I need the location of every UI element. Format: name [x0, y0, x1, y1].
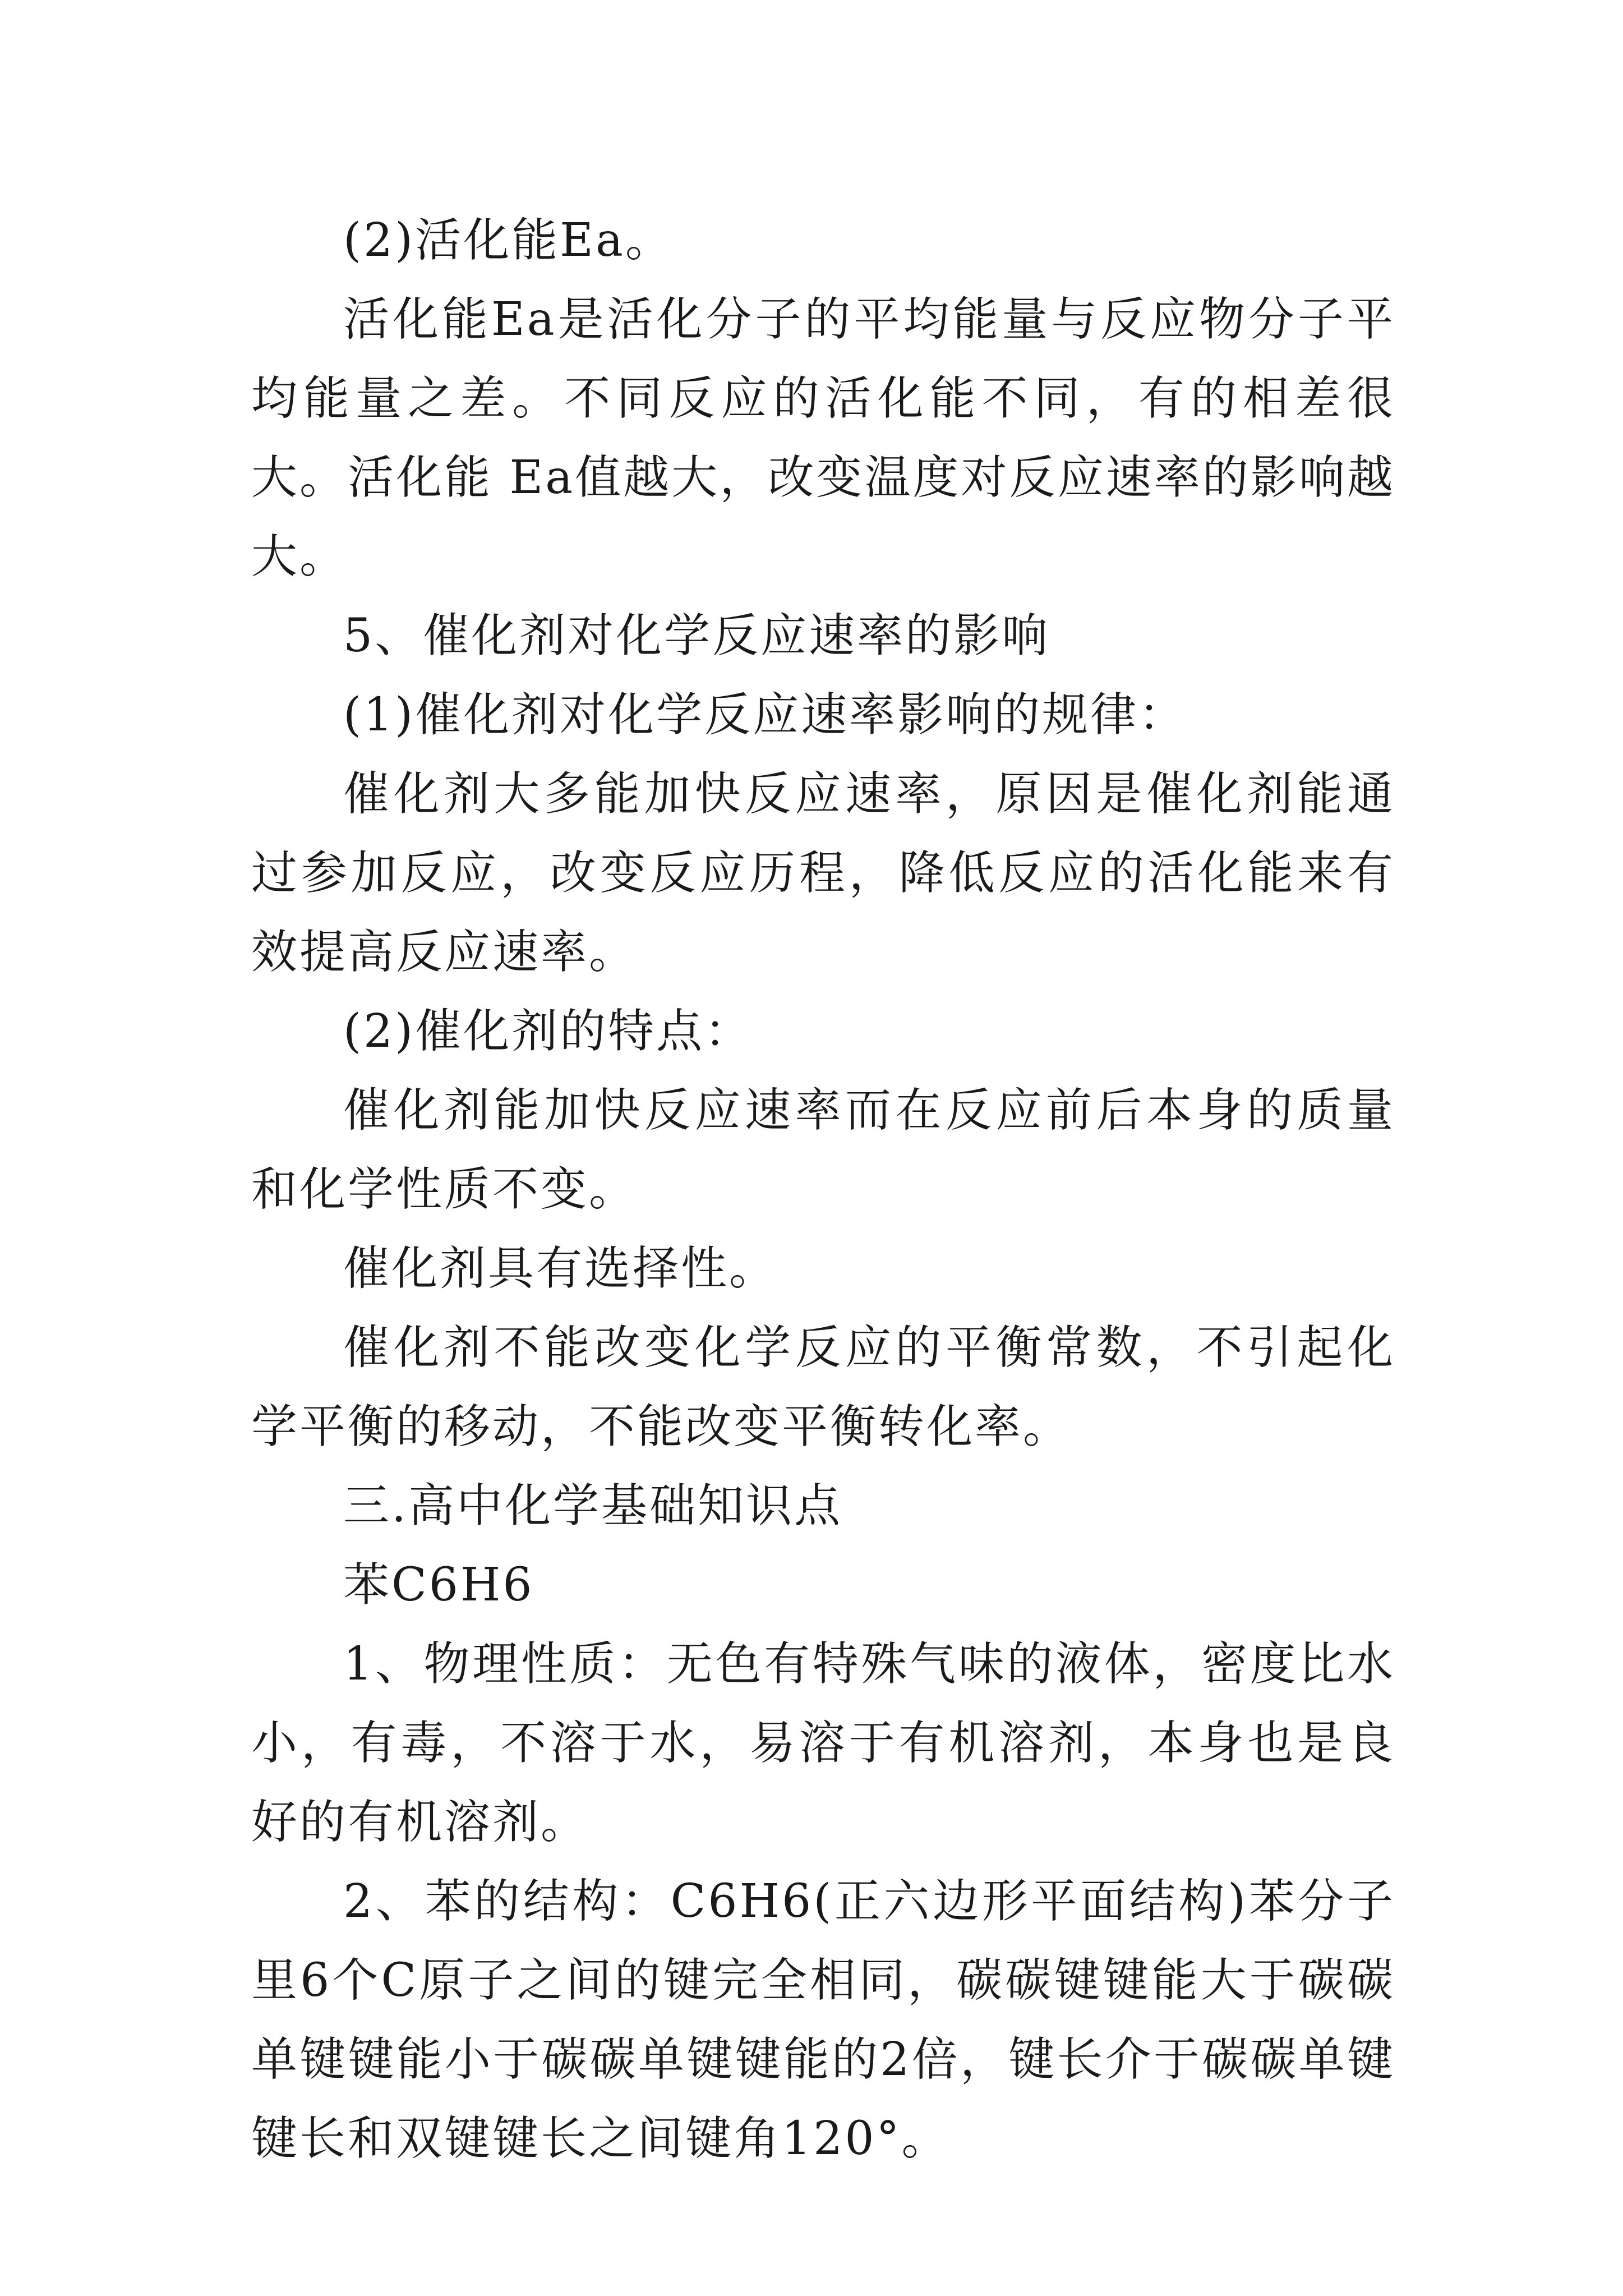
section-heading-basic-knowledge: 三.高中化学基础知识点: [343, 1479, 843, 1533]
paragraph-catalyst-feature-2: 催化剂具有选择性。: [343, 1242, 778, 1295]
subheading-catalyst-features: (2)催化剂的特点：: [343, 1005, 753, 1058]
paragraph-benzene-physical-properties: 1、物理性质：无色有特殊气味的液体，密度比水小，有毒，不溶于水，易溶于有机溶剂，本身也是良好的有机溶剂。: [251, 1637, 1395, 1849]
subheading-activation-energy: (2)活化能Ea。: [343, 214, 674, 267]
section-heading-catalyst-effect: 5、催化剂对化学反应速率的影响: [343, 609, 1050, 662]
paragraph-activation-energy-definition: 活化能Ea是活化分子的平均能量与反应物分子平均能量之差。不同反应的活化能不同，有的相差很大。活化能 Ea值越大，改变温度对反应速率的影响越大。: [251, 293, 1395, 583]
paragraph-catalyst-feature-1: 催化剂能加快反应速率而在反应前后本身的质量和化学性质不变。: [251, 1084, 1395, 1216]
paragraph-catalyst-feature-3: 催化剂不能改变化学反应的平衡常数，不引起化学平衡的移动，不能改变平衡转化率。: [251, 1321, 1395, 1453]
document-body: [251, 201, 1395, 2178]
subheading-benzene: 苯C6H6: [343, 1558, 534, 1612]
paragraph-benzene-structure: 2、苯的结构：C6H6(正六边形平面结构)苯分子里6个C原子之间的键完全相同，碳碳键键能大于碳碳单键键能小于碳碳单键键能的2倍，键长介于碳碳单键键长和双键键长之间键角120°。: [251, 1875, 1395, 2165]
subheading-catalyst-rule: (1)催化剂对化学反应速率影响的规律：: [343, 688, 1187, 742]
paragraph-catalyst-rule: 催化剂大多能加快反应速率，原因是催化剂能通过参加反应，改变反应历程，降低反应的活化能来有效提高反应速率。: [251, 767, 1395, 979]
